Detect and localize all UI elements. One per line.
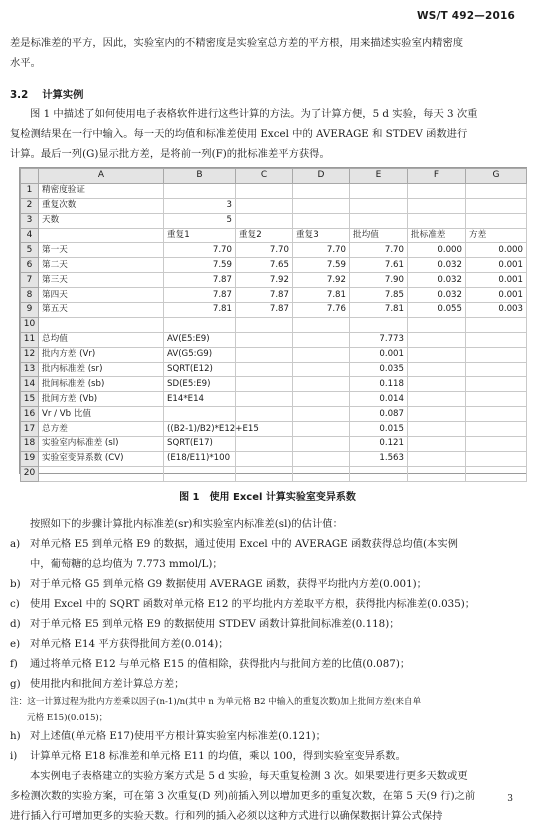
- row-number[interactable]: 18: [21, 437, 39, 452]
- cell[interactable]: [39, 317, 164, 332]
- step-label: f): [10, 658, 18, 670]
- cell[interactable]: 0.001: [466, 273, 527, 288]
- row-number[interactable]: 7: [21, 273, 39, 288]
- cell[interactable]: 5: [164, 213, 236, 228]
- cell[interactable]: SQRT(E17): [164, 437, 236, 452]
- cell[interactable]: 7.59: [293, 258, 350, 273]
- step-line: [10, 534, 525, 554]
- cell[interactable]: [466, 183, 527, 198]
- method-paragraph: [10, 104, 525, 164]
- intro-line: 水平。: [10, 57, 41, 69]
- cell[interactable]: 7.59: [164, 258, 236, 273]
- column-header[interactable]: G: [466, 169, 527, 184]
- column-header[interactable]: F: [408, 169, 466, 184]
- cell[interactable]: SD(E5:E9): [164, 377, 236, 392]
- cell[interactable]: [350, 317, 408, 332]
- column-header[interactable]: D: [293, 169, 350, 184]
- cell[interactable]: [293, 362, 350, 377]
- cell[interactable]: 批内方差 (Vr): [39, 347, 164, 362]
- section-title: 计算实例: [42, 89, 84, 101]
- cell[interactable]: [466, 317, 527, 332]
- cell[interactable]: 实验室内标准差 (sl): [39, 437, 164, 452]
- cell[interactable]: [293, 422, 350, 437]
- cell[interactable]: 第一天: [39, 243, 164, 258]
- cell[interactable]: 第三天: [39, 273, 164, 288]
- cell[interactable]: ((B2-1)/B2)*E12+E15: [164, 422, 236, 437]
- cell[interactable]: 批内标准差 (sr): [39, 362, 164, 377]
- spreadsheet-row: [21, 362, 527, 377]
- step-label: h): [10, 730, 21, 742]
- cell[interactable]: [236, 377, 293, 392]
- cell[interactable]: [408, 422, 466, 437]
- step-text: 使用 Excel 中的 SQRT 函数对单元格 E12 的平均批内方差取平方根，获得批内标准差(0.035)；: [30, 598, 476, 610]
- spreadsheet-row: [21, 332, 527, 347]
- cell[interactable]: [466, 347, 527, 362]
- spreadsheet-row: [21, 392, 527, 407]
- cell[interactable]: [236, 392, 293, 407]
- spreadsheet-row: [21, 273, 527, 288]
- cell[interactable]: [466, 422, 527, 437]
- step-text: 对单元格 E14 平方获得批间方差(0.014)；: [30, 638, 229, 650]
- step-text: 中，葡萄糖的总均值为 7.773 mmol/L)；: [30, 558, 223, 570]
- cell[interactable]: 7.87: [236, 303, 293, 318]
- cell[interactable]: [236, 451, 293, 466]
- step-line: [10, 554, 525, 574]
- cell[interactable]: [236, 437, 293, 452]
- cell[interactable]: 7.81: [164, 303, 236, 318]
- intro-paragraph: [10, 33, 525, 73]
- cell[interactable]: [164, 407, 236, 422]
- cell[interactable]: SQRT(E12): [164, 362, 236, 377]
- cell[interactable]: [350, 198, 408, 213]
- cell[interactable]: 0.035: [350, 362, 408, 377]
- step-label: e): [10, 638, 21, 650]
- row-number[interactable]: 2: [21, 198, 39, 213]
- cell[interactable]: 第五天: [39, 303, 164, 318]
- cell[interactable]: 7.87: [164, 273, 236, 288]
- cell[interactable]: [466, 377, 527, 392]
- cell[interactable]: 0.032: [408, 258, 466, 273]
- spreadsheet-row: [21, 377, 527, 392]
- cell[interactable]: 第二天: [39, 258, 164, 273]
- cell[interactable]: [466, 451, 527, 466]
- cell[interactable]: 批间标准差 (sb): [39, 377, 164, 392]
- cell[interactable]: 7.87: [164, 288, 236, 303]
- spreadsheet-row: [21, 228, 527, 243]
- steps-section: [10, 514, 525, 826]
- method-line: 复检测结果在一行中输入。每一天的均值和标准差使用 Excel 中的 AVERAGE 和 STDEV 函数进行: [10, 128, 468, 140]
- step-label: d): [10, 618, 21, 630]
- cell[interactable]: [408, 407, 466, 422]
- cell[interactable]: 0.032: [408, 273, 466, 288]
- intro-line: 差是标准差的平方，因此，实验室内的不精密度是实验室总方差的平方根，用来描述实验室内精密度: [10, 37, 464, 49]
- step-line: [10, 726, 525, 746]
- cell[interactable]: 重复1: [164, 228, 236, 243]
- cell[interactable]: 精密度验证: [39, 183, 164, 198]
- cell[interactable]: [236, 407, 293, 422]
- step-text: 对于单元格 E5 到单元格 E9 的数据使用 STDEV 函数计算批间标准差(0.118)；: [30, 618, 400, 630]
- step-line: [10, 634, 525, 654]
- row-number[interactable]: 5: [21, 243, 39, 258]
- spreadsheet-row: [21, 198, 527, 213]
- cell[interactable]: 实验室变异系数 (CV): [39, 451, 164, 466]
- note-line: 这一计算过程为批内方差乘以因子(n-1)/n(其中 n 为单元格 B2 中输入的重复次数)加上批间方差(来自单: [27, 697, 422, 707]
- note-line: 元格 E15)(0.015)；: [27, 713, 108, 723]
- row-number[interactable]: 14: [21, 377, 39, 392]
- step-line: [10, 674, 525, 694]
- column-header[interactable]: E: [350, 169, 408, 184]
- cell[interactable]: 批间方差 (Vb): [39, 392, 164, 407]
- spreadsheet-row: [21, 437, 527, 452]
- step-line: [10, 594, 525, 614]
- step-label: i): [10, 750, 18, 762]
- row-number[interactable]: 15: [21, 392, 39, 407]
- step-line: [10, 574, 525, 594]
- cell[interactable]: [408, 362, 466, 377]
- cell[interactable]: 7.81: [293, 288, 350, 303]
- cell[interactable]: [350, 213, 408, 228]
- cell[interactable]: 7.70: [293, 243, 350, 258]
- cell[interactable]: [293, 198, 350, 213]
- cell[interactable]: 批标准差: [408, 228, 466, 243]
- cell[interactable]: [408, 451, 466, 466]
- step-label: b): [10, 578, 21, 590]
- cell[interactable]: [236, 362, 293, 377]
- page-number: 3: [507, 794, 513, 804]
- column-header-row: [21, 169, 527, 184]
- row-number[interactable]: 10: [21, 317, 39, 332]
- cell[interactable]: [466, 407, 527, 422]
- cell[interactable]: [408, 213, 466, 228]
- spreadsheet-table: [20, 168, 527, 482]
- cell[interactable]: [350, 466, 408, 481]
- step-line: [10, 746, 525, 766]
- cell[interactable]: 第四天: [39, 288, 164, 303]
- row-number[interactable]: 3: [21, 213, 39, 228]
- spreadsheet-row: [21, 243, 527, 258]
- cell[interactable]: [293, 213, 350, 228]
- cell[interactable]: 0.001: [466, 288, 527, 303]
- cell[interactable]: 0.001: [350, 347, 408, 362]
- step-text: 对上述值(单元格 E17)使用平方根计算实验室内标准差(0.121)；: [30, 730, 326, 742]
- spreadsheet-row: [21, 288, 527, 303]
- cell[interactable]: [236, 347, 293, 362]
- step-line: [10, 614, 525, 634]
- cell[interactable]: [466, 362, 527, 377]
- spreadsheet-row: [21, 466, 527, 481]
- row-number[interactable]: 1: [21, 183, 39, 198]
- spreadsheet-row: [21, 317, 527, 332]
- spreadsheet-figure: [19, 167, 527, 479]
- step-text: 对于单元格 G5 到单元格 G9 数据使用 AVERAGE 函数，获得平均批内方差(0.001)；: [30, 578, 427, 590]
- cell[interactable]: [39, 466, 164, 481]
- cell[interactable]: [293, 332, 350, 347]
- method-line: 计算。最后一列(G)显示批方差，是将前一列(F)的批标准差平方获得。: [10, 148, 330, 160]
- closing-line: 本实例电子表格建立的实验方案方式是 5 d 实验，每天重复检测 3 次。如果要进行更多天数或更: [30, 770, 468, 782]
- cell[interactable]: 重复3: [293, 228, 350, 243]
- cell[interactable]: 7.70: [164, 243, 236, 258]
- spreadsheet-row: [21, 258, 527, 273]
- cell[interactable]: [39, 228, 164, 243]
- step-label: c): [10, 598, 20, 610]
- cell[interactable]: [293, 317, 350, 332]
- cell[interactable]: 7.90: [350, 273, 408, 288]
- cell[interactable]: 批均值: [350, 228, 408, 243]
- cell[interactable]: 0.118: [350, 377, 408, 392]
- cell[interactable]: [293, 466, 350, 481]
- cell[interactable]: 7.70: [236, 243, 293, 258]
- row-number[interactable]: 13: [21, 362, 39, 377]
- cell[interactable]: 0.032: [408, 288, 466, 303]
- step-text: 通过将单元格 E12 与单元格 E15 的值相除，获得批内与批间方差的比值(0.087)；: [30, 658, 411, 670]
- cell[interactable]: 0.121: [350, 437, 408, 452]
- closing-line: 多检测次数的实验方案，可在第 3 次重复(D 列)前插入列以增加更多的重复次数，在第 5 天(9 行)之前: [10, 790, 476, 802]
- cell[interactable]: [236, 332, 293, 347]
- cell[interactable]: [408, 392, 466, 407]
- cell[interactable]: [466, 437, 527, 452]
- cell[interactable]: [466, 392, 527, 407]
- document-code: WS/T 492—2016: [416, 10, 515, 22]
- cell[interactable]: AV(E5:E9): [164, 332, 236, 347]
- spreadsheet-row: [21, 422, 527, 437]
- closing-paragraph: [10, 766, 525, 826]
- cell[interactable]: 7.81: [350, 303, 408, 318]
- row-number[interactable]: 17: [21, 422, 39, 437]
- cell[interactable]: 总均值: [39, 332, 164, 347]
- cell[interactable]: 7.61: [350, 258, 408, 273]
- spreadsheet-row: [21, 347, 527, 362]
- cell[interactable]: 总方差: [39, 422, 164, 437]
- row-number[interactable]: 6: [21, 258, 39, 273]
- cell[interactable]: 0.055: [408, 303, 466, 318]
- cell[interactable]: [466, 332, 527, 347]
- row-number[interactable]: 4: [21, 228, 39, 243]
- cell[interactable]: [408, 377, 466, 392]
- row-number[interactable]: 16: [21, 407, 39, 422]
- steps-intro: 按照如下的步骤计算批内标准差(sr)和实验室内标准差(sl)的估计值：: [30, 518, 343, 530]
- cell[interactable]: 重复2: [236, 228, 293, 243]
- cell[interactable]: [408, 317, 466, 332]
- steps-list-continued: [10, 726, 525, 766]
- cell[interactable]: 7.92: [236, 273, 293, 288]
- spreadsheet-row: [21, 303, 527, 318]
- column-header[interactable]: C: [236, 169, 293, 184]
- cell[interactable]: [293, 437, 350, 452]
- row-number[interactable]: 11: [21, 332, 39, 347]
- method-line: 图 1 中描述了如何使用电子表格软件进行这些计算的方法。为了计算方便，5 d 实验，每天 3 次重: [30, 108, 478, 120]
- cell[interactable]: 0.000: [466, 243, 527, 258]
- figure-caption: 图 1 使用 Excel 计算实验室变异系数: [179, 492, 356, 503]
- cell[interactable]: 7.70: [350, 243, 408, 258]
- cell[interactable]: [236, 317, 293, 332]
- cell[interactable]: 7.85: [350, 288, 408, 303]
- step-label: a): [10, 538, 21, 550]
- section-number: 3.2: [10, 89, 29, 101]
- cell[interactable]: [293, 377, 350, 392]
- cell[interactable]: 7.76: [293, 303, 350, 318]
- cell[interactable]: [236, 213, 293, 228]
- step-label: g): [10, 678, 21, 690]
- cell[interactable]: [236, 466, 293, 481]
- spreadsheet-row: [21, 183, 527, 198]
- cell[interactable]: 7.87: [236, 288, 293, 303]
- cell[interactable]: [408, 183, 466, 198]
- cell[interactable]: [293, 183, 350, 198]
- cell[interactable]: [164, 466, 236, 481]
- row-number[interactable]: 20: [21, 466, 39, 481]
- step-text: 计算单元格 E18 标准差和单元格 E11 的均值，乘以 100，得到实验室变异系数。: [30, 750, 406, 762]
- cell[interactable]: [466, 213, 527, 228]
- cell[interactable]: 3: [164, 198, 236, 213]
- cell[interactable]: AV(G5:G9): [164, 347, 236, 362]
- cell[interactable]: [466, 466, 527, 481]
- cell[interactable]: 0.015: [350, 422, 408, 437]
- step-line: [10, 654, 525, 674]
- cell[interactable]: 0.014: [350, 392, 408, 407]
- cell[interactable]: [350, 183, 408, 198]
- cell[interactable]: 0.087: [350, 407, 408, 422]
- note-label: 注：: [10, 697, 28, 707]
- cell[interactable]: 0.000: [408, 243, 466, 258]
- spreadsheet-row: [21, 451, 527, 466]
- steps-list: [10, 534, 525, 694]
- cell[interactable]: (E18/E11)*100: [164, 451, 236, 466]
- row-number[interactable]: 19: [21, 451, 39, 466]
- closing-line: 进行插入行可增加更多的实验天数。行和列的插入必须以这种方式进行以确保数据计算公式保持: [10, 810, 443, 822]
- cell[interactable]: [236, 198, 293, 213]
- cell[interactable]: [466, 198, 527, 213]
- cell[interactable]: Vr / Vb 比值: [39, 407, 164, 422]
- cell[interactable]: [408, 347, 466, 362]
- cell[interactable]: 7.773: [350, 332, 408, 347]
- cell[interactable]: 0.001: [466, 258, 527, 273]
- note: [10, 694, 525, 726]
- cell[interactable]: [293, 451, 350, 466]
- cell[interactable]: [293, 407, 350, 422]
- column-header[interactable]: A: [39, 169, 164, 184]
- cell[interactable]: 1.563: [350, 451, 408, 466]
- spreadsheet-row: [21, 213, 527, 228]
- row-number[interactable]: 9: [21, 303, 39, 318]
- step-text: 使用批内和批间方差计算总方差；: [30, 678, 185, 690]
- cell[interactable]: E14*E14: [164, 392, 236, 407]
- cell[interactable]: 0.003: [466, 303, 527, 318]
- cell[interactable]: [408, 466, 466, 481]
- step-text: 对单元格 E5 到单元格 E9 的数据，通过使用 Excel 中的 AVERAGE 函数获得总均值(本实例: [30, 538, 458, 550]
- cell[interactable]: 7.65: [236, 258, 293, 273]
- cell[interactable]: [408, 332, 466, 347]
- row-number[interactable]: 8: [21, 288, 39, 303]
- cell[interactable]: [236, 183, 293, 198]
- cell[interactable]: [408, 437, 466, 452]
- cell[interactable]: [164, 317, 236, 332]
- cell[interactable]: 7.92: [293, 273, 350, 288]
- cell[interactable]: [408, 198, 466, 213]
- cell[interactable]: [293, 347, 350, 362]
- cell[interactable]: 天数: [39, 213, 164, 228]
- cell[interactable]: [164, 183, 236, 198]
- cell[interactable]: 方差: [466, 228, 527, 243]
- section-heading: [10, 86, 97, 101]
- column-header[interactable]: B: [164, 169, 236, 184]
- cell[interactable]: [293, 392, 350, 407]
- cell[interactable]: 重复次数: [39, 198, 164, 213]
- corner-cell[interactable]: [21, 169, 39, 184]
- spreadsheet-row: [21, 407, 527, 422]
- row-number[interactable]: 12: [21, 347, 39, 362]
